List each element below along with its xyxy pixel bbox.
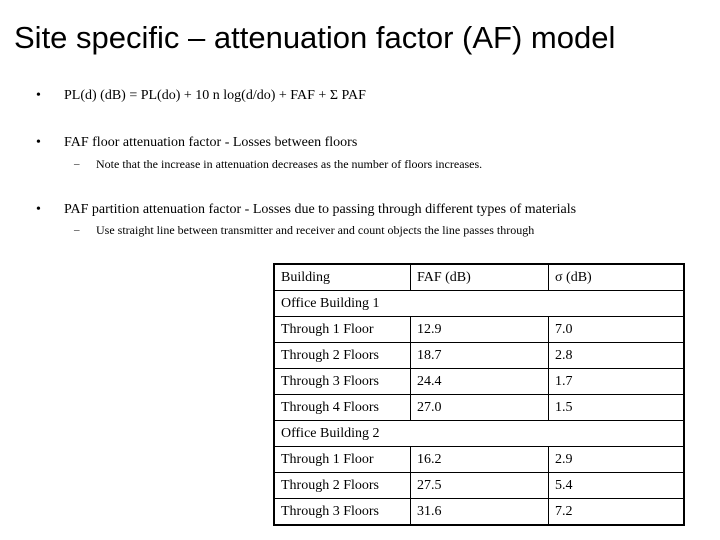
- cell-sigma: 2.9: [549, 447, 685, 473]
- table-row: [274, 343, 684, 369]
- table-header-row: [274, 264, 684, 291]
- cell-sigma: 2.8: [549, 343, 685, 369]
- cell-sigma: 7.0: [549, 317, 685, 343]
- cell-sigma: 1.5: [549, 395, 685, 421]
- cell-floors: Through 3 Floors: [274, 499, 411, 526]
- cell-faf: 12.9: [411, 317, 549, 343]
- bullet-path-loss-formula: PL(d) (dB) = PL(do) + 10 n log(d/do) + FAF + Σ PAF: [64, 88, 366, 103]
- sub-bullet-marker: –: [74, 158, 80, 170]
- section-office-building-1: Office Building 1: [274, 291, 684, 317]
- header-sigma: σ (dB): [549, 264, 685, 291]
- sub-bullet-paf-note: Use straight line between transmitter and receiver and count objects the line passes through: [96, 223, 535, 237]
- cell-floors: Through 2 Floors: [274, 343, 411, 369]
- bullet-marker: •: [36, 88, 41, 103]
- cell-faf: 16.2: [411, 447, 549, 473]
- cell-sigma: 7.2: [549, 499, 685, 526]
- cell-floors: Through 1 Floor: [274, 447, 411, 473]
- cell-floors: Through 1 Floor: [274, 317, 411, 343]
- table-row: [274, 317, 684, 343]
- bullet-paf-definition: PAF partition attenuation factor - Losses due to passing through different types of materials: [64, 202, 577, 217]
- cell-faf: 27.5: [411, 473, 549, 499]
- cell-floors: Through 4 Floors: [274, 395, 411, 421]
- table-row: [274, 499, 684, 526]
- sub-bullet-marker: –: [74, 224, 80, 236]
- attenuation-factor-table: [273, 263, 685, 526]
- cell-sigma: 5.4: [549, 473, 685, 499]
- section-row: [274, 421, 684, 447]
- cell-faf: 31.6: [411, 499, 549, 526]
- header-faf: FAF (dB): [411, 264, 549, 291]
- table-row: [274, 369, 684, 395]
- header-building: Building: [274, 264, 411, 291]
- sub-bullet-faf-note: Note that the increase in attenuation decreases as the number of floors increases.: [96, 157, 483, 171]
- cell-sigma: 1.7: [549, 369, 685, 395]
- table-row: [274, 447, 684, 473]
- table-row: [274, 395, 684, 421]
- cell-faf: 27.0: [411, 395, 549, 421]
- section-row: [274, 291, 684, 317]
- bullet-marker: •: [36, 135, 41, 150]
- section-office-building-2: Office Building 2: [274, 421, 684, 447]
- cell-floors: Through 3 Floors: [274, 369, 411, 395]
- table-row: [274, 473, 684, 499]
- slide-title: Site specific – attenuation factor (AF) model: [14, 20, 616, 55]
- bullet-faf-definition: FAF floor attenuation factor - Losses between floors: [64, 135, 358, 150]
- cell-floors: Through 2 Floors: [274, 473, 411, 499]
- cell-faf: 24.4: [411, 369, 549, 395]
- cell-faf: 18.7: [411, 343, 549, 369]
- bullet-marker: •: [36, 202, 41, 217]
